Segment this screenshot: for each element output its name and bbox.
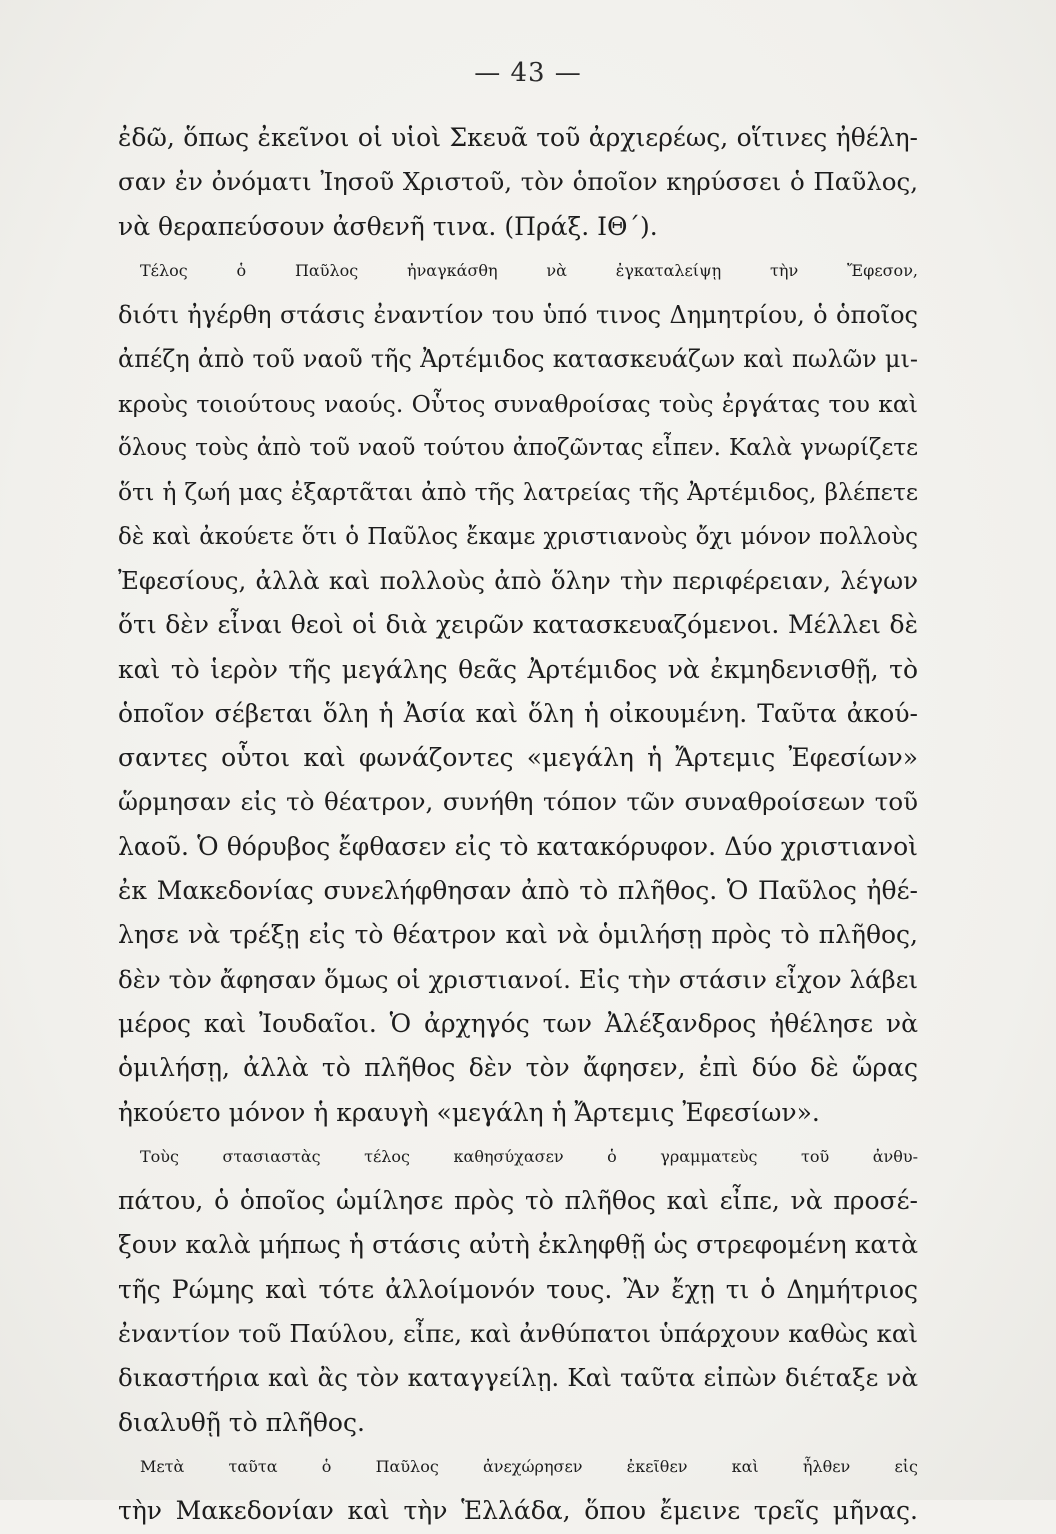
text-line: ὅτι ἡ ζωή μας ἐξαρτᾶται ἀπὸ τῆς λατρείας τῆς Ἀρτέμιδος, βλέπετε <box>118 478 918 507</box>
page-number: — 43 — <box>474 58 582 88</box>
text-line: ἐδῶ, ὅπως ἐκεῖνοι οἱ υἱοὶ Σκευᾶ τοῦ ἀρχιερέως, οἵτινες ἠθέλη- <box>118 123 918 152</box>
text-line: σαντες οὗτοι καὶ φωνάζοντες «μεγάλη ἡ Ἄρτεμις Ἐφεσίων» <box>118 743 918 773</box>
text-line: δὲν τὸν ἄφησαν ὅμως οἱ χριστιανοί. Εἰς τὴν στάσιν εἶχον λάβει <box>118 964 918 994</box>
text-line: δικαστήρια καὶ ἂς τὸν καταγγείλῃ. Καὶ ταῦτα εἰπὼν διέταξε νὰ <box>118 1363 918 1393</box>
text-line: ὅτι δὲν εἶναι θεοὶ οἱ διὰ χειρῶν κατασκευαζόμενοι. Μέλλει δὲ <box>118 610 918 640</box>
text-line: λαοῦ. Ὁ θόρυβος ἔφθασεν εἰς τὸ κατακόρυφον. Δύο χριστιανοὶ <box>118 831 918 861</box>
text-line: τὴν Μακεδονίαν καὶ τὴν Ἑλλάδα, ὅπου ἔμεινε τρεῖς μῆνας. <box>118 1496 918 1526</box>
text-line: ὁποῖον σέβεται ὅλη ἡ Ἀσία καὶ ὅλη ἡ οἰκουμένη. Ταῦτα ἀκού- <box>118 698 918 728</box>
text-line: νὰ θεραπεύσουν ἀσθενῆ τινα. (Πράξ. ΙΘ΄). <box>118 211 658 241</box>
text-line: μέρος καὶ Ἰουδαῖοι. Ὁ ἀρχηγός των Ἀλέξανδρος ἠθέλησε νὰ <box>118 1008 918 1038</box>
text-line: πάτου, ὁ ὁποῖος ὡμίλησε πρὸς τὸ πλῆθος καὶ εἶπε, νὰ προσέ- <box>118 1186 918 1216</box>
text-line: διότι ἠγέρθη στάσις ἐναντίον του ὑπό τινος Δημητρίου, ὁ ὁποῖος <box>118 301 918 330</box>
text-line: ἠκούετο μόνον ἡ κραυγὴ «μεγάλη ἡ Ἄρτεμις Ἐφεσίων». <box>118 1097 820 1127</box>
text-line: ὁμιλήσῃ, ἀλλὰ τὸ πλῆθος δὲν τὸν ἄφησεν, ἐπὶ δύο δὲ ὥρας <box>118 1053 918 1083</box>
text-line: σαν ἐν ὀνόματι Ἰησοῦ Χριστοῦ, τὸν ὁποῖον κηρύσσει ὁ Παῦλος, <box>118 167 918 197</box>
text-line: ἐναντίον τοῦ Παύλου, εἶπε, καὶ ἀνθύπατοι ὑπάρχουν καθὼς καὶ <box>118 1319 918 1349</box>
text-line: τῆς Ρώμης καὶ τότε ἀλλοίμονόν τους. Ἂν ἔχῃ τι ὁ Δημήτριος <box>118 1274 918 1304</box>
text-line: δὲ καὶ ἀκούετε ὅτι ὁ Παῦλος ἔκαμε χριστιανοὺς ὄχι μόνον πολλοὺς <box>118 523 918 550</box>
text-line: Ἐφεσίους, ἀλλὰ καὶ πολλοὺς ἀπὸ ὅλην τὴν περιφέρειαν, λέγων <box>118 565 918 595</box>
text-line: Τοὺς στασιαστὰς τέλος καθησύχασεν ὁ γραμματεὺς τοῦ ἀνθυ- <box>140 1146 918 1166</box>
text-line: Μετὰ ταῦτα ὁ Παῦλος ἀνεχώρησεν ἐκεῖθεν καὶ ἦλθεν εἰς <box>140 1456 918 1476</box>
text-line: ὅλους τοὺς ἀπὸ τοῦ ναοῦ τούτου ἀποζῶντας εἶπεν. Καλὰ γνωρίζετε <box>118 435 918 462</box>
text-line: κροὺς τοιούτους ναούς. Οὗτος συναθροίσας τοὺς ἐργάτας του καὶ <box>118 389 918 418</box>
text-line: λησε νὰ τρέξῃ εἰς τὸ θέατρον καὶ νὰ ὁμιλήσῃ πρὸς τὸ πλῆθος, <box>118 920 918 950</box>
body-text <box>118 116 918 1534</box>
text-line: ἀπέζη ἀπὸ τοῦ ναοῦ τῆς Ἀρτέμιδος κατασκευάζων καὶ πωλῶν μι- <box>118 345 918 374</box>
text-line: ξουν καλὰ μήπως ἡ στάσις αὐτὴ ἐκληφθῇ ὡς στρεφομένη κατὰ <box>118 1230 918 1260</box>
text-line: ὥρμησαν εἰς τὸ θέατρον, συνήθη τόπον τῶν συναθροίσεων τοῦ <box>118 787 918 817</box>
text-line: Τέλος ὁ Παῦλος ἠναγκάσθη νὰ ἐγκαταλείψῃ τὴν Ἔφεσον, <box>140 260 918 280</box>
text-line: ἐκ Μακεδονίας συνελήφθησαν ἀπὸ τὸ πλῆθος. Ὁ Παῦλος ἠθέ- <box>118 876 918 906</box>
text-line: καὶ τὸ ἱερὸν τῆς μεγάλης θεᾶς Ἀρτέμιδος νὰ ἐκμηδενισθῇ, τὸ <box>118 654 918 684</box>
text-line: διαλυθῇ τὸ πλῆθος. <box>118 1407 365 1437</box>
